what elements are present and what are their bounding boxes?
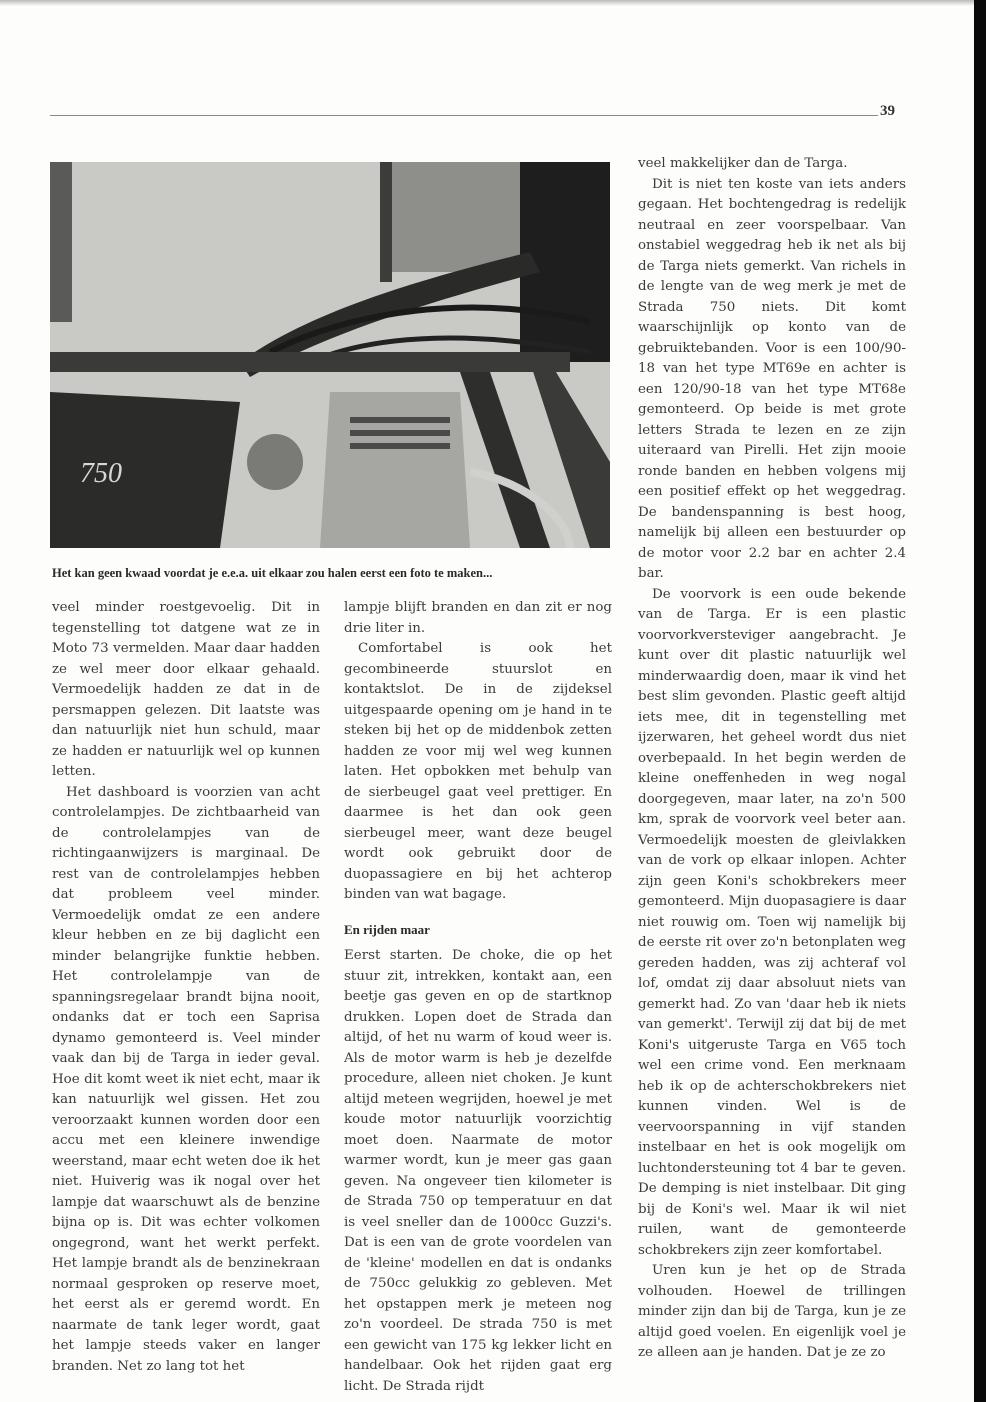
paragraph: Het dashboard is voorzien van acht controlelampjes. De zichtbaarheid van de controlelampjes van de richtingaanwijzers is marginaal. De rest van de controlelampjes hebben dat probleem veel minder. Vermoedelijk omdat ze een andere kleur hebben en ze bij daglicht een minder belangrijke funktie hebben. Het controlelampje van de spanningsregelaar brandt bijna nooit, ondanks dat er toch een Saprisa dynamo gemonteerd is. Veel minder vaak dan bij de Targa in ieder geval. Hoe dit komt weet ik niet echt, maar ik kan natuurlijk wel gissen. Het zou veroorzaakt kunnen worden door een accu met een kleinere inwendige weerstand, maar echt weten doe ik het niet. Huiverig was ik nogal over het lampje dat waarschuwt als de benzine bijna op is. Dit was echter volkomen ongegrond, want het werkt perfekt. Het lampje brandt als de benzinekraan normaal gesproken op reserve moet, het eerst als er geremd wordt. En naarmate de tank leger wordt, gaat het lampje steeds vaker en langer branden. Net zo lang tot het: [52, 784, 320, 1374]
paragraph: veel minder roestgevoelig. Dit in tegenstelling tot datgene wat ze in Moto 73 vermelden. Maar daar hadden ze wel meer door elkaar gehaald. Vermoedelijk hadden ze dat in de persmappen gelezen. Dit laatste was dan natuurlijk niet hun schuld, maar ze hadden er natuurlijk wel op kunnen letten.: [52, 600, 320, 779]
section-heading: En rijden maar: [344, 921, 430, 937]
paragraph: De voorvork is een oude bekende van de Targa. Er is een plastic voorvorkversteviger aangebracht. Je kunt over dit plastic natuurlijk wel minderwaardig doen, maar ik vind het best slim gevonden. Plastic geeft altijd iets mee, dit in tegenstelling met ijzerwaren, het geheel wordt dus niet overbepaald. In het begin werden de kleine oneffenheden in weg nogal doorgegeven, maar later, na zo'n 500 km, sprak de voorvork veel beter aan. Vermoedelijk moesten de gleivlakken van de vork op elkaar inlopen. Achter zijn geen Koni's schokbrekers meer gemonteerd. Mijn duopasagiere is daar niet rouwig om. Toen wij namelijk bij de eerste rit over zo'n betonplaten weg gereden hadden, was zij achteraf vol lof, omdat zij daar absoluut niets van gemerkt had. Zo van 'daar heb ik niets van gemerkt'. Terwijl zij dat bij de met Koni's uitgeruste Targa en V65 toch wel een crime vond. Een merknaam heb ik op de achterschokbrekers niet kunnen vinden. Wel is de veervoorspanning in vijf standen instelbaar en het is ook mogelijk om luchtondersteuning tot 4 bar te geven. De demping is niet instelbaar. Dit ging bij de Koni's wel. Maar ik wil niet ruilen, want de gemonteerde schokbrekers zijn zeer komfortabel.: [638, 586, 907, 1258]
motorcycle-photo: [50, 162, 610, 548]
column-1: [52, 598, 320, 1377]
column-2: [344, 598, 612, 1397]
motorcycle-photo-illustration: [50, 162, 610, 548]
column-3: [638, 154, 906, 1364]
scan-top-shadow: [0, 0, 986, 6]
paragraph: Comfortabel is ook het gecombineerde stuurslot en kontaktslot. De in de zijdeksel uitgespaarde opening om je hand in te steken bij het op de middenbok zetten hadden ze voor mij wel weg kunnen laten. Het opbokken met behulp van de sierbeugel gaat veel prettiger. En daarmee is het dan ook geen sierbeugel meer, want deze beugel wordt ook gebruikt door de duopassagiere en bij het achterop binden van wat bagage.: [344, 641, 612, 902]
paragraph: Dit is niet ten koste van iets anders gegaan. Het bochtengedrag is redelijk neutraal en zeer voorspelbaar. Van onstabiel weggedrag heb ik net als bij de Targa niets gemerkt. Van richels in de lengte van de weg merk je met de Strada 750 niets. Dit komt waarschijnlijk op konto van de gebruiktebanden. Voor is een 100/90-18 van het type MT69e en achter is een 120/90-18 van het type MT68e gemonteerd. Op beide is met grote letters Strada te lezen en ze zijn uiteraard van Pirelli. Het zijn mooie ronde banden en hebben volgens mij een positief effekt op het weggedrag. De bandenspanning is best hoog, namelijk bij alleen een bestuurder op de motor voor 2.2 bar en achter 2.4 bar.: [638, 176, 906, 581]
photo-caption: Het kan geen kwaad voordat je e.e.a. uit elkaar zou halen eerst een foto te maken...: [52, 566, 493, 580]
paragraph: Uren kun je het op de Strada volhouden. Hoewel de trillingen minder zijn dan bij de Targa, kun je ze altijd goed voelen. En eigenlijk voel je ze alleen aan je handen. Dat je ze zo: [638, 1263, 906, 1360]
paragraph: lampje blijft branden en dan zit er nog drie liter in.: [344, 600, 612, 636]
scan-right-edge: [974, 0, 986, 1402]
header-rule: [50, 115, 878, 116]
tank-decal-text: 750: [80, 458, 122, 489]
paragraph: Eerst starten. De choke, die op het stuur zit, intrekken, kontakt aan, een beetje gas geven en op de startknop drukken. Lopen doet de Strada dan altijd, of het nu warm of koud weer is. Als de motor warm is heb je dezelfde procedure, alleen niet choken. Je kunt altijd meteen wegrijden, hoewel je met koude motor natuurlijk voorzichtig moet doen. Naarmate de motor warmer wordt, kun je meer gas gaan geven. Na ongeveer tien kilometer is de Strada 750 op temperatuur en dat is veel sneller dan de 1000cc Guzzi's. Dat is een van de grote voordelen van de 'kleine' modellen en dat is ondanks de 750cc gelukkig zo gebleven. Met het opstappen merk je meteen nog zo'n voordeel. De strada 750 is met een gewicht van 175 kg lekker licht en handelbaar. Ook het rijden gaat erg licht. De Strada rijdt: [344, 948, 612, 1394]
page-number: 39: [880, 103, 895, 119]
paragraph: veel makkelijker dan de Targa.: [638, 156, 848, 171]
